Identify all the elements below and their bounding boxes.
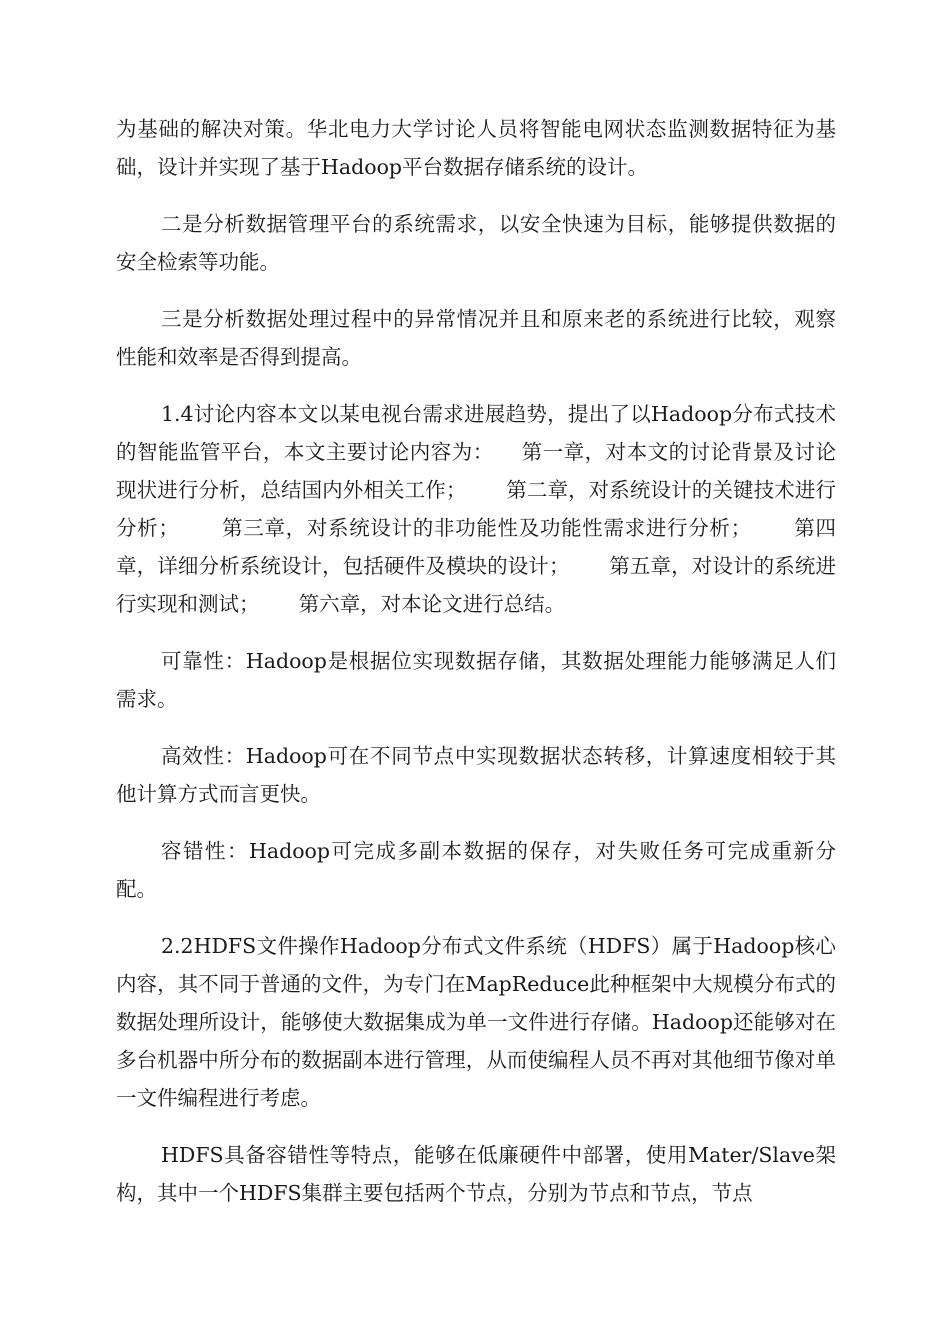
paragraph-2: 二是分析数据管理平台的系统需求，以安全快速为目标，能够提供数据的安全检索等功能。 — [116, 212, 836, 274]
document-body — [116, 110, 836, 1231]
paragraph-3: 三是分析数据处理过程中的异常情况并且和原来老的系统进行比较，观察性能和效率是否得到提高。 — [116, 307, 836, 369]
paragraph-8: 2.2HDFS文件操作Hadoop分布式文件系统（HDFS）属于Hadoop核心内容，其不同于普通的文件，为专门在MapReduce此种框架中大规模分布式的数据处理所设计，能够使大数据集成为单一文件进行存储。Hadoop还能够对在多台机器中所分布的数据副本进行管理，从而使编程人员不再对其他细节像对单一文件编程进行考虑。 — [116, 934, 836, 1110]
paragraph-9: HDFS具备容错性等特点，能够在低廉硬件中部署，使用Mater/Slave架构，其中一个HDFS集群主要包括两个节点，分别为节点和节点，节点 — [116, 1143, 836, 1205]
paragraph-1: 为基础的解决对策。华北电力大学讨论人员将智能电网状态监测数据特征为基础，设计并实现了基于Hadoop平台数据存储系统的设计。 — [116, 117, 836, 179]
paragraph-6: 高效性：Hadoop可在不同节点中实现数据状态转移，计算速度相较于其他计算方式而言更快。 — [116, 744, 836, 806]
paragraph-4: 1.4讨论内容本文以某电视台需求进展趋势，提出了以Hadoop分布式技术的智能监管平台，本文主要讨论内容为： 第一章，对本文的讨论背景及讨论现状进行分析，总结国内外相关工作； 第二章，对系统设计的关键技术进行分析； 第三章，对系统设计的非功能性及功能性需求进行分析； 第四章，详细分析系统设计，包括硬件及模块的设计； 第五章，对设计的系统进行实现和测试； 第六章，对本论文进行总结。 — [116, 402, 836, 616]
paragraph-7: 容错性：Hadoop可完成多副本数据的保存，对失败任务可完成重新分配。 — [116, 839, 836, 901]
paragraph-5: 可靠性：Hadoop是根据位实现数据存储，其数据处理能力能够满足人们需求。 — [116, 649, 836, 711]
